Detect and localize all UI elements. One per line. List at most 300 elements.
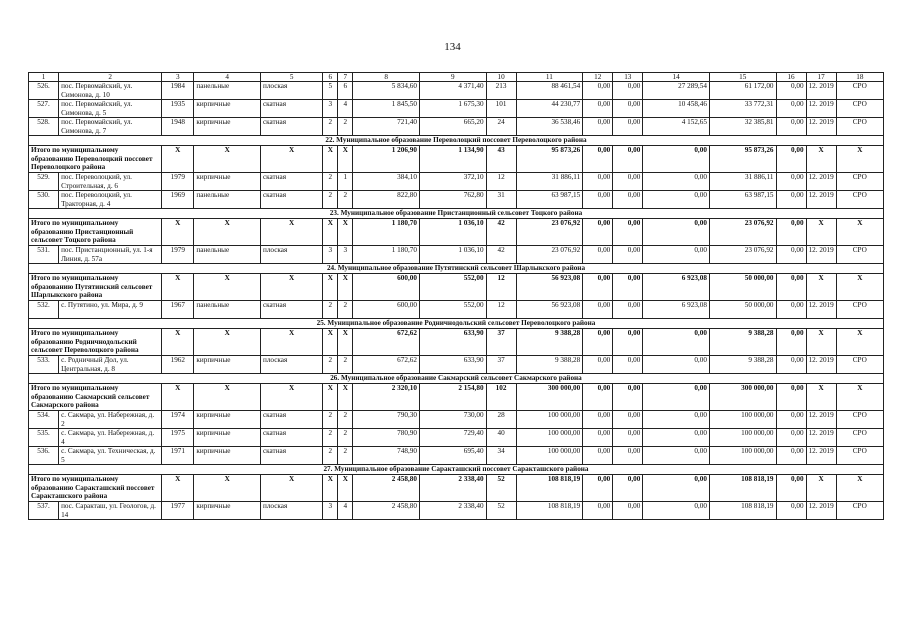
cell-total-cost: 88 461,54 xyxy=(516,82,583,100)
cell-roof-type: скатная xyxy=(260,301,322,319)
subtotal-total-area: 1 206,90 xyxy=(353,146,420,173)
subtotal-method: X xyxy=(836,219,883,246)
cell-method: СРО xyxy=(836,411,883,429)
cell-completion-date: 12. 2019 xyxy=(806,301,836,319)
column-number-16: 16 xyxy=(776,73,806,82)
subtotal-regional-funds: 0,00 xyxy=(613,274,643,301)
cell-total-area: 1 180,70 xyxy=(353,246,420,264)
cell-local-funds: 0,00 xyxy=(643,191,710,209)
subtotal-row xyxy=(29,219,884,246)
cell-local-funds: 10 458,46 xyxy=(643,100,710,118)
cell-entrances: 2 xyxy=(338,447,353,465)
subtotal-completion-date: X xyxy=(806,219,836,246)
cell-local-funds: 0,00 xyxy=(643,173,710,191)
subtotal-federal-funds: 0,00 xyxy=(583,329,613,356)
cell-entrances: 6 xyxy=(338,82,353,100)
cell-number: 535. xyxy=(29,429,59,447)
cell-entrances: 3 xyxy=(338,246,353,264)
subtotal-label: Итого по муниципальному образованию Путятинский сельсовет Шарлыкского района xyxy=(29,274,162,301)
cell-entrances: 2 xyxy=(338,118,353,136)
cell-method: СРО xyxy=(836,173,883,191)
cell-year: 1977 xyxy=(162,502,194,520)
cell-other-funds: 0,00 xyxy=(776,502,806,520)
cell-completion-date: 12. 2019 xyxy=(806,411,836,429)
cell-address: пос. Переволоцкий, ул. Тракторная, д. 4 xyxy=(59,191,162,209)
cell-completion-date: 12. 2019 xyxy=(806,173,836,191)
subtotal-floors: X xyxy=(323,274,338,301)
table-row xyxy=(29,100,884,118)
cell-year: 1967 xyxy=(162,301,194,319)
subtotal-row xyxy=(29,329,884,356)
subtotal-local-funds: 6 923,08 xyxy=(643,274,710,301)
cell-year: 1979 xyxy=(162,246,194,264)
cell-federal-funds: 0,00 xyxy=(583,411,613,429)
subtotal-year: X xyxy=(162,329,194,356)
cell-method: СРО xyxy=(836,191,883,209)
column-number-18: 18 xyxy=(836,73,883,82)
cell-entrances: 4 xyxy=(338,100,353,118)
cell-residents: 101 xyxy=(486,100,516,118)
cell-wall-material: кирпичные xyxy=(194,118,261,136)
cell-total-area: 822,80 xyxy=(353,191,420,209)
subtotal-owner-funds: 95 873,26 xyxy=(709,146,776,173)
cell-living-area: 729,40 xyxy=(419,429,486,447)
cell-other-funds: 0,00 xyxy=(776,301,806,319)
section-title-row xyxy=(29,209,884,219)
cell-local-funds: 0,00 xyxy=(643,502,710,520)
cell-regional-funds: 0,00 xyxy=(613,447,643,465)
cell-residents: 31 xyxy=(486,191,516,209)
cell-owner-funds: 108 818,19 xyxy=(709,502,776,520)
cell-completion-date: 12. 2019 xyxy=(806,118,836,136)
cell-local-funds: 0,00 xyxy=(643,246,710,264)
cell-living-area: 1 036,10 xyxy=(419,246,486,264)
cell-total-area: 2 458,80 xyxy=(353,502,420,520)
cell-completion-date: 12. 2019 xyxy=(806,502,836,520)
cell-owner-funds: 9 388,28 xyxy=(709,356,776,374)
cell-year: 1935 xyxy=(162,100,194,118)
subtotal-regional-funds: 0,00 xyxy=(613,219,643,246)
cell-residents: 12 xyxy=(486,173,516,191)
subtotal-regional-funds: 0,00 xyxy=(613,384,643,411)
column-number-13: 13 xyxy=(613,73,643,82)
subtotal-owner-funds: 9 388,28 xyxy=(709,329,776,356)
subtotal-local-funds: 0,00 xyxy=(643,329,710,356)
subtotal-label: Итого по муниципальному образованию Сакмарский сельсовет Сакмарского района xyxy=(29,384,162,411)
subtotal-residents: 12 xyxy=(486,274,516,301)
column-number-8: 8 xyxy=(353,73,420,82)
cell-year: 1979 xyxy=(162,173,194,191)
column-number-4: 4 xyxy=(194,73,261,82)
cell-federal-funds: 0,00 xyxy=(583,502,613,520)
cell-number: 528. xyxy=(29,118,59,136)
section-title: 23. Муниципальное образование Пристанционный сельсовет Тоцкого района xyxy=(29,209,884,219)
cell-roof-type: скатная xyxy=(260,411,322,429)
cell-number: 526. xyxy=(29,82,59,100)
cell-local-funds: 27 289,54 xyxy=(643,82,710,100)
cell-floors: 2 xyxy=(323,429,338,447)
subtotal-total-cost: 300 000,00 xyxy=(516,384,583,411)
cell-local-funds: 4 152,65 xyxy=(643,118,710,136)
cell-wall-material: кирпичные xyxy=(194,429,261,447)
subtotal-roof-type: X xyxy=(260,219,322,246)
subtotal-total-cost: 56 923,08 xyxy=(516,274,583,301)
cell-method: СРО xyxy=(836,82,883,100)
cell-owner-funds: 61 172,00 xyxy=(709,82,776,100)
register-table-body xyxy=(29,73,884,520)
cell-living-area: 1 675,30 xyxy=(419,100,486,118)
cell-residents: 213 xyxy=(486,82,516,100)
column-number-7: 7 xyxy=(338,73,353,82)
cell-entrances: 2 xyxy=(338,411,353,429)
cell-number: 527. xyxy=(29,100,59,118)
cell-roof-type: скатная xyxy=(260,173,322,191)
cell-residents: 34 xyxy=(486,447,516,465)
cell-living-area: 2 338,40 xyxy=(419,502,486,520)
subtotal-floors: X xyxy=(323,384,338,411)
section-title-row xyxy=(29,264,884,274)
subtotal-roof-type: X xyxy=(260,274,322,301)
cell-total-cost: 56 923,08 xyxy=(516,301,583,319)
cell-floors: 3 xyxy=(323,502,338,520)
subtotal-regional-funds: 0,00 xyxy=(613,146,643,173)
subtotal-other-funds: 0,00 xyxy=(776,146,806,173)
cell-roof-type: скатная xyxy=(260,100,322,118)
cell-federal-funds: 0,00 xyxy=(583,173,613,191)
section-title: 22. Муниципальное образование Переволоцкий поссовет Переволоцкого района xyxy=(29,136,884,146)
subtotal-row xyxy=(29,475,884,502)
cell-entrances: 2 xyxy=(338,301,353,319)
cell-wall-material: кирпичные xyxy=(194,411,261,429)
subtotal-year: X xyxy=(162,475,194,502)
cell-completion-date: 12. 2019 xyxy=(806,447,836,465)
cell-floors: 2 xyxy=(323,447,338,465)
subtotal-total-cost: 108 818,19 xyxy=(516,475,583,502)
cell-residents: 24 xyxy=(486,118,516,136)
cell-federal-funds: 0,00 xyxy=(583,356,613,374)
cell-wall-material: кирпичные xyxy=(194,173,261,191)
subtotal-federal-funds: 0,00 xyxy=(583,475,613,502)
cell-owner-funds: 63 987,15 xyxy=(709,191,776,209)
cell-method: СРО xyxy=(836,502,883,520)
subtotal-wall-material: X xyxy=(194,329,261,356)
cell-living-area: 552,00 xyxy=(419,301,486,319)
subtotal-floors: X xyxy=(323,146,338,173)
cell-local-funds: 0,00 xyxy=(643,356,710,374)
cell-living-area: 762,80 xyxy=(419,191,486,209)
cell-year: 1969 xyxy=(162,191,194,209)
cell-owner-funds: 23 076,92 xyxy=(709,246,776,264)
cell-year: 1975 xyxy=(162,429,194,447)
cell-other-funds: 0,00 xyxy=(776,356,806,374)
cell-entrances: 1 xyxy=(338,173,353,191)
cell-total-area: 384,10 xyxy=(353,173,420,191)
subtotal-wall-material: X xyxy=(194,384,261,411)
section-title-row xyxy=(29,136,884,146)
subtotal-label: Итого по муниципальному образованию Саракташский поссовет Саракташского района xyxy=(29,475,162,502)
cell-total-cost: 31 886,11 xyxy=(516,173,583,191)
cell-number: 534. xyxy=(29,411,59,429)
cell-regional-funds: 0,00 xyxy=(613,502,643,520)
cell-total-area: 600,00 xyxy=(353,301,420,319)
subtotal-year: X xyxy=(162,146,194,173)
column-number-2: 2 xyxy=(59,73,162,82)
cell-total-area: 5 834,60 xyxy=(353,82,420,100)
cell-total-area: 790,30 xyxy=(353,411,420,429)
section-title: 24. Муниципальное образование Путятинский сельсовет Шарлыкского района xyxy=(29,264,884,274)
column-number-5: 5 xyxy=(260,73,322,82)
cell-roof-type: плоская xyxy=(260,356,322,374)
cell-federal-funds: 0,00 xyxy=(583,100,613,118)
cell-floors: 2 xyxy=(323,118,338,136)
section-title-row xyxy=(29,465,884,475)
cell-total-cost: 100 000,00 xyxy=(516,411,583,429)
cell-living-area: 372,10 xyxy=(419,173,486,191)
subtotal-living-area: 1 036,10 xyxy=(419,219,486,246)
cell-federal-funds: 0,00 xyxy=(583,429,613,447)
cell-method: СРО xyxy=(836,100,883,118)
cell-regional-funds: 0,00 xyxy=(613,100,643,118)
subtotal-label: Итого по муниципальному образованию Переволоцкий поссовет Переволоцкого района xyxy=(29,146,162,173)
cell-floors: 2 xyxy=(323,301,338,319)
subtotal-local-funds: 0,00 xyxy=(643,475,710,502)
cell-completion-date: 12. 2019 xyxy=(806,191,836,209)
column-number-3: 3 xyxy=(162,73,194,82)
cell-owner-funds: 31 886,11 xyxy=(709,173,776,191)
cell-floors: 2 xyxy=(323,191,338,209)
cell-residents: 12 xyxy=(486,301,516,319)
table-row xyxy=(29,447,884,465)
cell-local-funds: 0,00 xyxy=(643,429,710,447)
subtotal-year: X xyxy=(162,274,194,301)
subtotal-total-cost: 9 388,28 xyxy=(516,329,583,356)
cell-entrances: 2 xyxy=(338,429,353,447)
subtotal-row xyxy=(29,146,884,173)
table-row xyxy=(29,82,884,100)
subtotal-label: Итого по муниципальному образованию Пристанционный сельсовет Тоцкого района xyxy=(29,219,162,246)
subtotal-method: X xyxy=(836,329,883,356)
cell-other-funds: 0,00 xyxy=(776,100,806,118)
cell-federal-funds: 0,00 xyxy=(583,82,613,100)
subtotal-living-area: 552,00 xyxy=(419,274,486,301)
column-number-15: 15 xyxy=(709,73,776,82)
column-number-17: 17 xyxy=(806,73,836,82)
subtotal-residents: 43 xyxy=(486,146,516,173)
cell-total-area: 721,40 xyxy=(353,118,420,136)
cell-living-area: 730,00 xyxy=(419,411,486,429)
cell-roof-type: скатная xyxy=(260,191,322,209)
cell-wall-material: панельные xyxy=(194,301,261,319)
cell-other-funds: 0,00 xyxy=(776,429,806,447)
subtotal-entrances: X xyxy=(338,475,353,502)
cell-residents: 37 xyxy=(486,356,516,374)
column-number-1: 1 xyxy=(29,73,59,82)
cell-address: пос. Пристанционный, ул. 1-я Линия, д. 57а xyxy=(59,246,162,264)
cell-federal-funds: 0,00 xyxy=(583,301,613,319)
cell-regional-funds: 0,00 xyxy=(613,429,643,447)
subtotal-other-funds: 0,00 xyxy=(776,475,806,502)
cell-living-area: 4 371,40 xyxy=(419,82,486,100)
cell-regional-funds: 0,00 xyxy=(613,246,643,264)
subtotal-roof-type: X xyxy=(260,146,322,173)
subtotal-residents: 52 xyxy=(486,475,516,502)
subtotal-other-funds: 0,00 xyxy=(776,329,806,356)
column-number-10: 10 xyxy=(486,73,516,82)
table-row xyxy=(29,118,884,136)
cell-roof-type: плоская xyxy=(260,246,322,264)
subtotal-residents: 42 xyxy=(486,219,516,246)
cell-year: 1962 xyxy=(162,356,194,374)
cell-other-funds: 0,00 xyxy=(776,246,806,264)
cell-method: СРО xyxy=(836,447,883,465)
cell-completion-date: 12. 2019 xyxy=(806,356,836,374)
cell-total-cost: 36 538,46 xyxy=(516,118,583,136)
cell-address: с. Сакмара, ул. Набережная, д. 4 xyxy=(59,429,162,447)
table-row xyxy=(29,411,884,429)
subtotal-total-cost: 95 873,26 xyxy=(516,146,583,173)
table-row xyxy=(29,429,884,447)
cell-regional-funds: 0,00 xyxy=(613,301,643,319)
cell-wall-material: кирпичные xyxy=(194,502,261,520)
column-number-12: 12 xyxy=(583,73,613,82)
cell-regional-funds: 0,00 xyxy=(613,118,643,136)
cell-local-funds: 0,00 xyxy=(643,447,710,465)
cell-number: 529. xyxy=(29,173,59,191)
cell-federal-funds: 0,00 xyxy=(583,447,613,465)
subtotal-completion-date: X xyxy=(806,329,836,356)
subtotal-living-area: 633,90 xyxy=(419,329,486,356)
cell-number: 532. xyxy=(29,301,59,319)
subtotal-federal-funds: 0,00 xyxy=(583,384,613,411)
cell-address: пос. Первомайский, ул. Симонова, д. 5 xyxy=(59,100,162,118)
cell-residents: 42 xyxy=(486,246,516,264)
cell-federal-funds: 0,00 xyxy=(583,118,613,136)
cell-number: 536. xyxy=(29,447,59,465)
cell-wall-material: панельные xyxy=(194,191,261,209)
subtotal-wall-material: X xyxy=(194,274,261,301)
table-row xyxy=(29,301,884,319)
cell-regional-funds: 0,00 xyxy=(613,356,643,374)
cell-wall-material: панельные xyxy=(194,82,261,100)
cell-wall-material: кирпичные xyxy=(194,100,261,118)
cell-number: 531. xyxy=(29,246,59,264)
subtotal-living-area: 1 134,90 xyxy=(419,146,486,173)
cell-living-area: 695,40 xyxy=(419,447,486,465)
subtotal-wall-material: X xyxy=(194,475,261,502)
cell-other-funds: 0,00 xyxy=(776,191,806,209)
cell-regional-funds: 0,00 xyxy=(613,411,643,429)
section-title: 25. Муниципальное образование Родничнодольский сельсовет Переволоцкого района xyxy=(29,319,884,329)
subtotal-entrances: X xyxy=(338,146,353,173)
cell-total-cost: 108 818,19 xyxy=(516,502,583,520)
table-row xyxy=(29,173,884,191)
subtotal-other-funds: 0,00 xyxy=(776,219,806,246)
subtotal-year: X xyxy=(162,219,194,246)
cell-other-funds: 0,00 xyxy=(776,118,806,136)
cell-year: 1971 xyxy=(162,447,194,465)
cell-method: СРО xyxy=(836,246,883,264)
cell-roof-type: скатная xyxy=(260,447,322,465)
table-row xyxy=(29,246,884,264)
cell-owner-funds: 50 000,00 xyxy=(709,301,776,319)
subtotal-living-area: 2 338,40 xyxy=(419,475,486,502)
cell-residents: 40 xyxy=(486,429,516,447)
cell-other-funds: 0,00 xyxy=(776,411,806,429)
cell-floors: 2 xyxy=(323,411,338,429)
cell-floors: 2 xyxy=(323,173,338,191)
subtotal-total-area: 2 320,10 xyxy=(353,384,420,411)
column-number-9: 9 xyxy=(419,73,486,82)
cell-completion-date: 12. 2019 xyxy=(806,429,836,447)
cell-address: пос. Саракташ, ул. Геологов, д. 14 xyxy=(59,502,162,520)
cell-living-area: 665,20 xyxy=(419,118,486,136)
cell-owner-funds: 100 000,00 xyxy=(709,411,776,429)
cell-federal-funds: 0,00 xyxy=(583,191,613,209)
table-row xyxy=(29,502,884,520)
subtotal-wall-material: X xyxy=(194,146,261,173)
subtotal-residents: 37 xyxy=(486,329,516,356)
subtotal-other-funds: 0,00 xyxy=(776,274,806,301)
cell-entrances: 2 xyxy=(338,356,353,374)
cell-year: 1948 xyxy=(162,118,194,136)
cell-completion-date: 12. 2019 xyxy=(806,246,836,264)
subtotal-owner-funds: 50 000,00 xyxy=(709,274,776,301)
table-row xyxy=(29,191,884,209)
subtotal-federal-funds: 0,00 xyxy=(583,146,613,173)
subtotal-row xyxy=(29,274,884,301)
section-title: 27. Муниципальное образование Саракташский поссовет Саракташского района xyxy=(29,465,884,475)
cell-number: 533. xyxy=(29,356,59,374)
subtotal-method: X xyxy=(836,384,883,411)
cell-residents: 52 xyxy=(486,502,516,520)
cell-entrances: 2 xyxy=(338,191,353,209)
subtotal-owner-funds: 108 818,19 xyxy=(709,475,776,502)
cell-total-area: 1 845,50 xyxy=(353,100,420,118)
cell-method: СРО xyxy=(836,356,883,374)
cell-address: пос. Первомайский, ул. Симонова, д. 10 xyxy=(59,82,162,100)
subtotal-federal-funds: 0,00 xyxy=(583,274,613,301)
cell-wall-material: кирпичные xyxy=(194,447,261,465)
cell-floors: 3 xyxy=(323,100,338,118)
cell-regional-funds: 0,00 xyxy=(613,82,643,100)
cell-local-funds: 6 923,08 xyxy=(643,301,710,319)
cell-regional-funds: 0,00 xyxy=(613,173,643,191)
register-table xyxy=(28,72,884,520)
cell-total-area: 780,90 xyxy=(353,429,420,447)
subtotal-entrances: X xyxy=(338,274,353,301)
cell-other-funds: 0,00 xyxy=(776,173,806,191)
subtotal-federal-funds: 0,00 xyxy=(583,219,613,246)
subtotal-completion-date: X xyxy=(806,146,836,173)
cell-total-cost: 63 987,15 xyxy=(516,191,583,209)
cell-address: с. Родничный Дол, ул. Центральная, д. 8 xyxy=(59,356,162,374)
cell-year: 1984 xyxy=(162,82,194,100)
subtotal-method: X xyxy=(836,146,883,173)
column-number-6: 6 xyxy=(323,73,338,82)
cell-address: с. Сакмара, ул. Техническая, д. 5 xyxy=(59,447,162,465)
subtotal-roof-type: X xyxy=(260,329,322,356)
subtotal-local-funds: 0,00 xyxy=(643,384,710,411)
cell-total-area: 748,90 xyxy=(353,447,420,465)
cell-floors: 2 xyxy=(323,356,338,374)
cell-living-area: 633,90 xyxy=(419,356,486,374)
cell-completion-date: 12. 2019 xyxy=(806,82,836,100)
cell-entrances: 4 xyxy=(338,502,353,520)
cell-number: 537. xyxy=(29,502,59,520)
subtotal-owner-funds: 23 076,92 xyxy=(709,219,776,246)
subtotal-completion-date: X xyxy=(806,274,836,301)
cell-address: с. Сакмара, ул. Набережная, д. 2 xyxy=(59,411,162,429)
